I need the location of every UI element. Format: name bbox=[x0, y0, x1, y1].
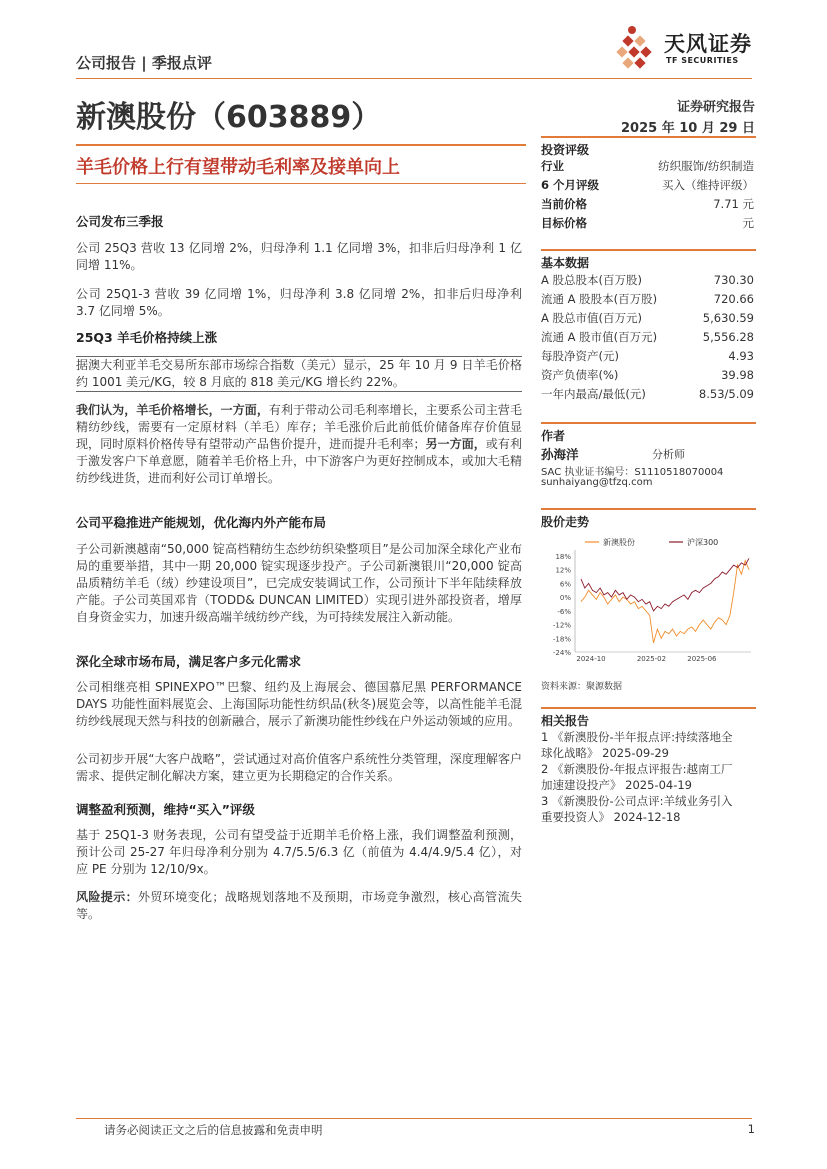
basic-row bbox=[541, 385, 756, 403]
chart-legend-label: 新澳股份 bbox=[603, 538, 635, 547]
related-line: 球化战略》 2025-09-29 bbox=[541, 746, 669, 760]
basic-key: 流通 A 股市值(百万元) bbox=[541, 330, 658, 344]
related-line: 2 《新澳股份-年报点评报告:越南工厂 bbox=[541, 762, 733, 776]
footer-divider bbox=[76, 1118, 752, 1119]
basic-row bbox=[541, 309, 756, 327]
related-item[interactable] bbox=[541, 729, 756, 761]
basic-row bbox=[541, 347, 756, 365]
bold-lead-2: 另一方面， bbox=[425, 437, 486, 451]
basic-key: 流通 A 股股本(百万股) bbox=[541, 292, 658, 306]
view-text-1: 有利于带动公司毛利率增长，主要系公司主营毛精纺纱线，需要有一定原材料（羊毛）库存；羊毛涨价后此前低价储备库存价值显现，同时原料价格传导有望带动产品售价提升，进而提升毛利率； bbox=[76, 403, 522, 451]
paragraph-risk bbox=[76, 889, 522, 923]
author-role: 分析师 bbox=[652, 448, 685, 461]
report-type: 证券研究报告 bbox=[676, 100, 755, 115]
basic-value: 5,630.59 bbox=[702, 311, 754, 325]
rating-table bbox=[541, 157, 756, 237]
chart-y-tick-label: 12% bbox=[555, 566, 571, 575]
related-item[interactable] bbox=[541, 761, 756, 793]
report-date: 2025 年 10 月 29 日 bbox=[621, 121, 755, 136]
related-section-title: 相关报告 bbox=[541, 707, 756, 727]
basic-value: 730.30 bbox=[713, 273, 754, 287]
paragraph-view bbox=[76, 402, 522, 487]
chart-y-tick-label: 18% bbox=[555, 553, 571, 561]
basic-key: 资产负债率(%) bbox=[541, 368, 619, 382]
basic-row bbox=[541, 271, 756, 289]
header-divider bbox=[76, 78, 752, 79]
rating-key: 6 个月评级 bbox=[541, 178, 600, 192]
rating-value: 纺织服饰/纺织制造 bbox=[658, 159, 754, 173]
basic-row bbox=[541, 366, 756, 384]
paragraph-capacity: 子公司新澳越南“50,000 锭高档精纺生态纱纺织染整项目”是公司加深全球化产业布局的重要举措，其中一期 20,000 锭实现逐步投产。子公司新澳银川“20,000 锭高品质精纺羊毛（绒）纱建设项目”，已完成安装调试工作，公司预计下半年陆续释放产能。子公司英国邓肯（TODD& DUNCAN LIMITED）实现引进外部投资者，增厚自身资金实力，加速升级高端羊绒纺纱产线，为可持续发展注入新动能。 bbox=[76, 542, 522, 624]
rating-key: 目标价格 bbox=[541, 216, 587, 230]
author-section-title: 作者 bbox=[541, 422, 756, 442]
paragraph-exhibitions: 公司相继亮相 SPINEXPO™巴黎、纽约及上海展会、德国慕尼黑 PERFORMANCE DAYS 功能性面料展览会、上海国际功能性纺织品(秋冬)展览会等，以高性能羊毛混纺纱线展现天然与科技的创新融合，展示了新澳功能性纱线在户外运动领域的应用。 bbox=[76, 680, 522, 728]
chart-series-line bbox=[581, 558, 749, 611]
chart-source: 资料来源：聚源数据 bbox=[541, 682, 623, 692]
rating-row bbox=[541, 214, 756, 232]
footer-disclaimer: 请务必阅读正文之后的信息披露和免责申明 bbox=[104, 1123, 323, 1137]
stock-chart bbox=[541, 532, 756, 670]
basic-key: A 股总市值(百万元) bbox=[541, 311, 642, 325]
section-title-capacity: 公司平稳推进产能规划，优化海内外产能布局 bbox=[76, 515, 327, 530]
chart-y-tick-label: -24% bbox=[552, 649, 571, 657]
risk-text: 外贸环境变化；战略规划落地不及预期，市场竞争激烈，核心高管流失等。 bbox=[76, 890, 522, 921]
basic-key: A 股总股本(百万股) bbox=[541, 273, 642, 287]
chart-x-tick-label: 2024-10 bbox=[576, 655, 606, 663]
author-cert: SAC 执业证书编号：S1110518070004 bbox=[541, 467, 724, 478]
basic-data-table bbox=[541, 271, 756, 411]
related-line: 重要投资人》 2024-12-18 bbox=[541, 810, 681, 824]
paragraph-forecast: 基于 25Q1-3 财务表现，公司有望受益于近期羊毛价格上涨，我们调整盈利预测，预计公司 25-27 年归母净利分别为 4.7/5.5/6.3 亿（前值为 4.4/4.9/5.4 亿），对应 PE 分别为 12/10/9x。 bbox=[76, 828, 522, 876]
related-item[interactable] bbox=[541, 793, 756, 825]
basic-row bbox=[541, 290, 756, 308]
related-line: 3 《新澳股份-公司点评:羊绒业务引入 bbox=[541, 794, 733, 808]
basic-key: 每股净资产(元) bbox=[541, 349, 619, 363]
chart-section-title: 股价走势 bbox=[541, 508, 756, 528]
basic-key: 一年内最高/最低(元) bbox=[541, 387, 646, 401]
chart-y-tick-label: -6% bbox=[557, 607, 571, 616]
section-title-q3: 公司发布三季报 bbox=[76, 214, 164, 229]
basic-value: 8.53/5.09 bbox=[698, 387, 754, 401]
wool-price-quote: 据澳大利亚羊毛交易所东部市场综合指数（美元）显示，25 年 10 月 9 日羊毛价格约 1001 美元/KG，较 8 月底的 818 美元/KG 增长约 22%。 bbox=[76, 356, 522, 392]
related-line: 1 《新澳股份-半年报点评:持续落地全 bbox=[541, 730, 733, 744]
basic-value: 720.66 bbox=[713, 292, 754, 306]
basic-value: 5,556.28 bbox=[702, 330, 754, 344]
basic-value: 4.93 bbox=[728, 349, 754, 363]
rating-key: 当前价格 bbox=[541, 197, 587, 211]
chart-y-tick-label: -18% bbox=[552, 635, 571, 644]
chart-y-tick-label: 6% bbox=[559, 580, 571, 589]
chart-x-tick-label: 2025-06 bbox=[687, 655, 717, 663]
chart-legend-label: 沪深300 bbox=[687, 538, 719, 547]
author-email[interactable]: sunhaiyang@tfzq.com bbox=[541, 477, 653, 488]
page-title: 新澳股份（603889） bbox=[76, 100, 382, 135]
section-title-wool-price: 25Q3 羊毛价格持续上涨 bbox=[76, 330, 218, 345]
report-subtitle: 羊毛价格上行有望带动毛利率及接单向上 bbox=[76, 157, 400, 178]
logo-text-en: TF SECURITIES bbox=[666, 56, 739, 65]
basic-value: 39.98 bbox=[721, 368, 754, 382]
logo-text-cn: 天风证券 bbox=[664, 32, 752, 56]
paragraph-key-accounts: 公司初步开展“大客户战略”，尝试通过对高价值客户系统性分类管理，深度理解客户需求、提供定制化解决方案，建立更为长期稳定的合作关系。 bbox=[76, 752, 522, 783]
rating-row bbox=[541, 176, 756, 194]
chart-x-tick-label: 2025-02 bbox=[636, 655, 667, 663]
rating-value: 买入（维持评级） bbox=[662, 178, 754, 192]
related-line: 加速建设投产》 2025-04-19 bbox=[541, 778, 692, 792]
rating-value: 7.71 元 bbox=[713, 197, 754, 211]
rating-key: 行业 bbox=[541, 159, 564, 173]
chart-y-tick-label: -12% bbox=[552, 621, 571, 630]
related-list bbox=[541, 729, 756, 825]
basic-row bbox=[541, 328, 756, 346]
view-text-2: 或有利于激发客户下单意愿，随着羊毛价格上升，中下游客户为更好控制成本，或加大毛精纺纱线进货，进而利好公司订单增长。 bbox=[76, 437, 522, 485]
chart-y-tick-label: 0% bbox=[559, 594, 571, 603]
subtitle-divider-top bbox=[76, 144, 526, 146]
risk-label: 风险提示： bbox=[76, 890, 138, 904]
report-category: 公司报告 | 季报点评 bbox=[76, 54, 212, 72]
basic-data-section-title: 基本数据 bbox=[541, 249, 756, 269]
rating-value: 元 bbox=[742, 216, 754, 230]
rating-row bbox=[541, 157, 756, 175]
section-title-forecast: 调整盈利预测，维持“买入”评级 bbox=[76, 802, 255, 817]
paragraph-q3-results: 公司 25Q3 营收 13 亿同增 2%，归母净利 1.1 亿同增 3%，扣非后归母净利 1 亿同增 11%。 bbox=[76, 241, 522, 272]
bold-lead-1: 我们认为，羊毛价格增长，一方面， bbox=[76, 403, 269, 417]
page-number: 1 bbox=[747, 1122, 755, 1136]
rating-row bbox=[541, 195, 756, 213]
section-title-market: 深化全球市场布局，满足客户多元化需求 bbox=[76, 654, 302, 669]
rating-section-title: 投资评级 bbox=[541, 136, 756, 156]
paragraph-q1-3-results: 公司 25Q1-3 营收 39 亿同增 1%，归母净利 3.8 亿同增 2%，扣非后归母净利 3.7 亿同增 5%。 bbox=[76, 287, 522, 318]
author-name: 孙海洋 bbox=[541, 447, 579, 462]
subtitle-divider-bottom bbox=[76, 183, 526, 184]
